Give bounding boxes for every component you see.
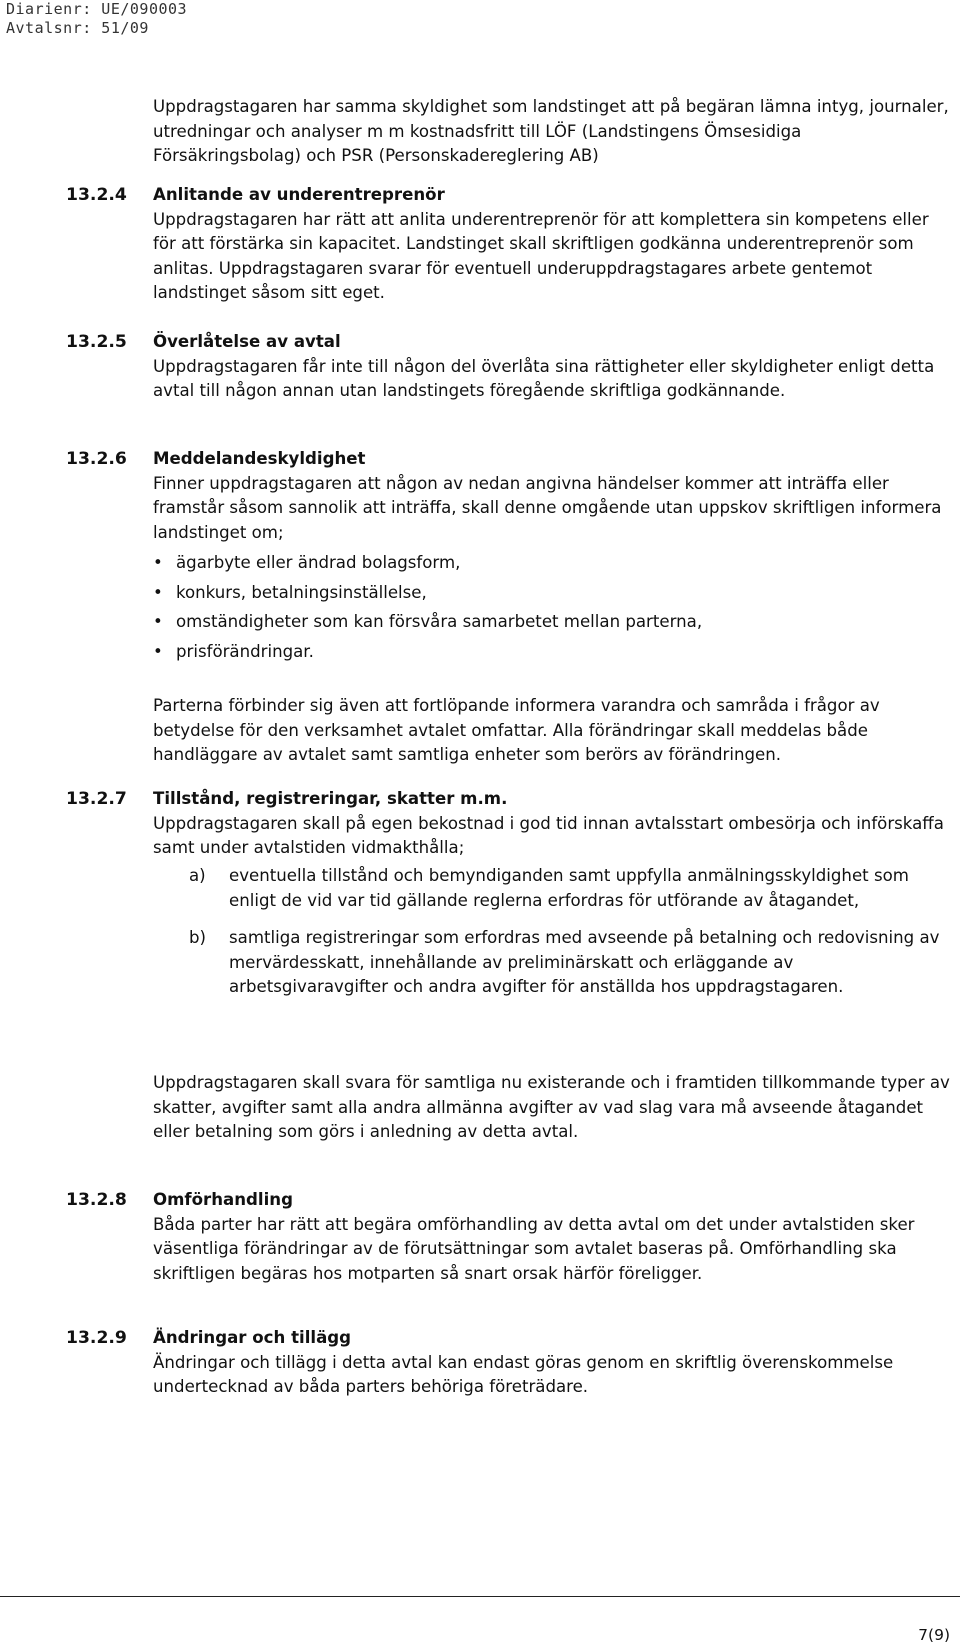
section-number: 13.2.6 (66, 449, 127, 469)
page-number: 7(9) (918, 1626, 950, 1644)
section-number: 13.2.5 (66, 332, 127, 352)
list-item: • prisförändringar. (153, 640, 933, 670)
intro-paragraph: Uppdragstagaren har samma skyldighet som landstinget att på begäran lämna intyg, journaler, utredningar och analyser m m kostnadsfritt till LÖF (Landstingens Ömsesidiga Försäkringsbolag) och PSR (Personskadereglering AB) (153, 97, 949, 165)
section-title: Överlåtelse av avtal (153, 332, 341, 351)
bullet-icon: • (153, 641, 163, 661)
footer-divider (0, 1596, 960, 1597)
event-bullet-list (153, 551, 933, 669)
section-title: Omförhandling (153, 1190, 293, 1209)
item-marker: b) (189, 928, 207, 947)
section-number: 13.2.9 (66, 1328, 127, 1348)
section-body: Uppdragstagaren har rätt att anlita underentreprenör för att komplettera sin kompetens eller för att förstärka sin kapacitet. Landstinget skall skriftligen godkänna underentreprenör som anlitas. Uppdragstagaren svarar för eventuell underuppdragstagares arbete gentemot landstinget såsom sitt eget. (153, 209, 929, 302)
section-title: Ändringar och tillägg (153, 1328, 352, 1347)
diarienr-header: Diarienr: UE/090003 (6, 0, 188, 18)
section-number: 13.2.7 (66, 789, 127, 809)
item-marker: a) (189, 866, 206, 885)
section-body: Finner uppdragstagaren att någon av nedan angivna händelser kommer att inträffa eller framstår såsom sannolik att inträffa, skall denne omgående utan uppskov skriftligen informera landstinget om; (153, 473, 942, 542)
section-after-paragraph: Parterna förbinder sig även att fortlöpande informera varandra och samråda i frågor av betydelse för den verksamhet avtalet omfattar. Alla förändringar skall meddelas både handläggare av avtalet samt samtliga enheter som berörs av förändringen. (153, 696, 880, 764)
list-item: a) eventuella tillstånd och bemyndiganden samt uppfylla anmälningsskyldighet som enligt de vid var tid gällande reglerna erfordras för utförande av åtagandet, (189, 866, 909, 910)
section-number: 13.2.4 (66, 185, 127, 205)
section-body: Uppdragstagaren skall på egen bekostnad i god tid innan avtalsstart ombesörja och införskaffa samt under avtalstiden vidmakthålla; (153, 813, 944, 857)
section-body: Ändringar och tillägg i detta avtal kan endast göras genom en skriftlig överenskommelse undertecknad av båda parters behöriga företrädare. (153, 1352, 894, 1396)
section-after-paragraph: Uppdragstagaren skall svara för samtliga nu existerande och i framtiden tillkommande typer av skatter, avgifter samt alla andra allmänna avgifter av vad slag vara må avseende åtagandet eller betalning som görs i anledning av detta avtal. (153, 1073, 950, 1141)
list-item: b) samtliga registreringar som erfordras med avseende på betalning och redovisning av mervärdesskatt, innehållande av preliminärskatt och erläggande av arbetsgivaravgifter och andra avgifter för anställda hos uppdragstagaren. (189, 928, 940, 996)
section-title: Meddelandeskyldighet (153, 449, 366, 468)
bullet-icon: • (153, 612, 163, 631)
section-title: Anlitande av underentreprenör (153, 185, 445, 204)
section-number: 13.2.8 (66, 1190, 127, 1210)
section-body: Båda parter har rätt att begära omförhandling av detta avtal om det under avtalstiden sker väsentliga förändringar av de förutsättningar som avtalet baseras på. Omförhandling ska skriftligen begäras hos motparten så snart orsak härför föreligger. (153, 1214, 915, 1283)
section-body: Uppdragstagaren får inte till någon del överlåta sina rättigheter eller skyldigheter enligt detta avtal till någon annan utan landstingets föregående skriftliga godkännande. (153, 356, 935, 400)
list-item: • konkurs, betalningsinställelse, (153, 581, 933, 611)
section-title: Tillstånd, registreringar, skatter m.m. (153, 789, 508, 808)
bullet-icon: • (153, 582, 163, 602)
avtalsnr-header: Avtalsnr: 51/09 (6, 19, 149, 37)
list-item: • omständigheter som kan försvåra samarbetet mellan parterna, (153, 610, 933, 640)
lettered-list (153, 864, 953, 1013)
list-item: • ägarbyte eller ändrad bolagsform, (153, 551, 933, 581)
bullet-icon: • (153, 553, 163, 572)
